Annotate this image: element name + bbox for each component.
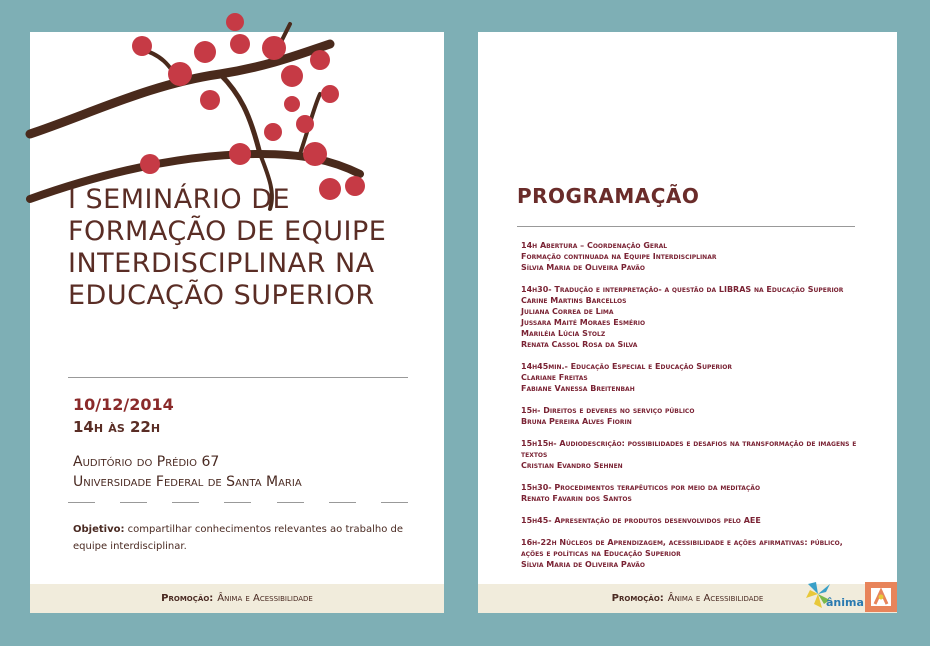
- program-item: [521, 482, 861, 504]
- program-list: [521, 240, 861, 581]
- title-line: INTERDISCIPLINAR NA: [68, 248, 375, 279]
- title-line: I SEMINÁRIO DE: [68, 184, 291, 215]
- footer-band: [30, 584, 444, 613]
- event-date: 10/12/2014: [73, 395, 174, 414]
- program-item-speaker: Carine Martins Barcellos: [521, 296, 627, 305]
- program-item-speaker: Cristian Evandro Sehnen: [521, 461, 623, 470]
- program-item: [521, 515, 861, 526]
- objective-text: compartilhar conhecimentos relevantes ao trabalho de equipe interdisciplinar.: [73, 524, 404, 552]
- accessibility-puzzle-logo: [865, 582, 897, 612]
- program-item-title: 16h-22h Núcleos de Aprendizagem, acessibilidade e ações afirmativas: público, ações e políticas na Educação Superior: [521, 538, 843, 558]
- venue-line: Auditório do Prédio 67: [73, 454, 220, 470]
- footer-text: Ânima e Acessibilidade: [667, 593, 764, 604]
- program-item-speaker: Fabiane Vanessa Breitenbah: [521, 384, 635, 393]
- program-page: [478, 32, 897, 613]
- divider: [68, 377, 408, 378]
- program-item-title: 15h45- Apresentação de produtos desenvolvidos pelo AEE: [521, 516, 761, 525]
- program-item-title: 15h30- Procedimentos terapêuticos por meio da meditação: [521, 483, 761, 492]
- objective: [73, 521, 413, 555]
- program-item-speaker: Mariléia Lúcia Stolz: [521, 329, 606, 338]
- program-item-title: 15h15h- Audiodescrição: possibilidades e desafios na transformação de imagens e textos: [521, 439, 857, 459]
- program-item: [521, 405, 861, 427]
- program-item: [521, 284, 861, 350]
- venue-line: Universidade Federal de Santa Maria: [73, 474, 302, 490]
- program-item-speaker: Renata Cassol Rosa da Silva: [521, 340, 638, 349]
- divider: [517, 226, 855, 227]
- program-item: [521, 240, 861, 273]
- program-item: [521, 438, 861, 471]
- anima-logo: [804, 580, 864, 612]
- program-item-title: 14h30- Tradução e interpretação- a questão da LIBRAS na Educação Superior: [521, 285, 844, 294]
- program-item: [521, 537, 861, 570]
- event-title: [68, 184, 438, 312]
- footer-label: Promoção:: [611, 593, 664, 604]
- event-venue: [73, 452, 302, 492]
- objective-label: Objetivo:: [73, 524, 125, 535]
- title-line: EDUCAÇÃO SUPERIOR: [68, 280, 375, 311]
- program-item-speaker: Formação continuada na Equipe Interdisciplinar: [521, 252, 717, 261]
- event-hours: 14h às 22h: [73, 418, 161, 436]
- program-item-speaker: Sílvia Maria de Oliveira Pavão: [521, 263, 646, 272]
- program-item-speaker: Juliana Correa de Lima: [521, 307, 614, 316]
- program-item-title: 14h Abertura – Coordenação Geral: [521, 241, 668, 250]
- program-item-speaker: Jussara Maité Moraes Esmério: [521, 318, 646, 327]
- dashed-divider: [68, 502, 408, 503]
- program-title: PROGRAMAÇÃO: [517, 184, 700, 208]
- event-poster: [30, 32, 444, 613]
- program-item-speaker: Clariane Freitas: [521, 373, 588, 382]
- anima-logo-text: ânima: [826, 596, 864, 609]
- program-item-title: 15h- Direitos e deveres no serviço público: [521, 406, 695, 415]
- footer-text: Ânima e Acessibilidade: [217, 593, 313, 604]
- program-item: [521, 361, 861, 394]
- program-item-speaker: Sílvia Maria de Oliveira Pavão: [521, 560, 646, 569]
- program-item-speaker: Bruna Pereira Alves Fiorin: [521, 417, 632, 426]
- program-item-title: 14h45min.- Educação Especial e Educação Superior: [521, 362, 733, 371]
- program-item-speaker: Renato Favarin dos Santos: [521, 494, 632, 503]
- title-line: FORMAÇÃO DE EQUIPE: [68, 216, 387, 247]
- footer-label: Promoção:: [161, 593, 214, 604]
